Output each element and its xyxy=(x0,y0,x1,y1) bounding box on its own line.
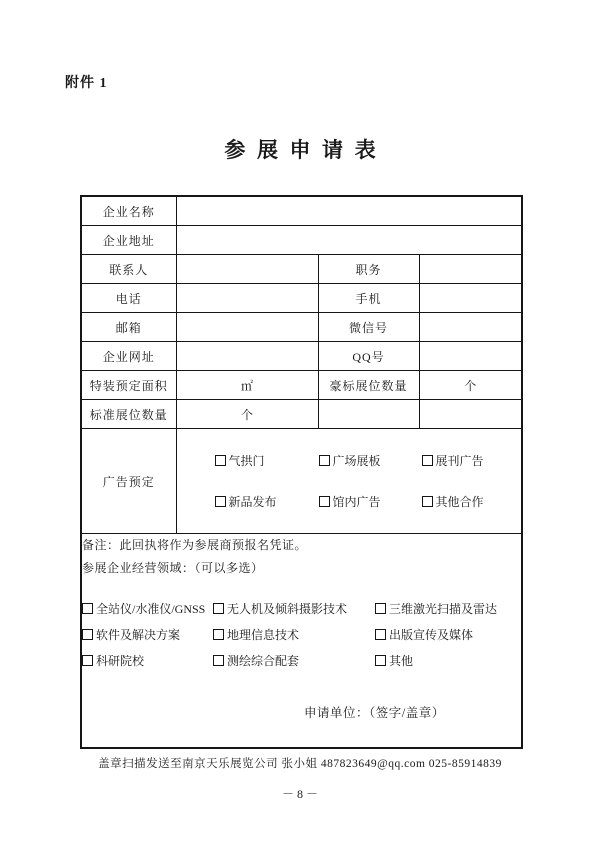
field-label: 标准展位数量 xyxy=(81,400,176,429)
field-input-cell[interactable] xyxy=(419,255,522,284)
field-label: 手机 xyxy=(318,284,419,313)
field-label xyxy=(318,400,419,429)
field-input-cell[interactable] xyxy=(176,196,522,226)
checkbox-icon[interactable] xyxy=(422,496,433,507)
form-row xyxy=(81,371,522,400)
checkbox-option[interactable] xyxy=(215,493,319,510)
checkbox-option[interactable] xyxy=(213,652,375,669)
field-input-cell[interactable] xyxy=(176,255,318,284)
field-label: 企业地址 xyxy=(81,226,176,255)
checkbox-label: 其他 xyxy=(389,654,414,668)
field-input-cell[interactable]: 个 xyxy=(176,400,318,429)
checkbox-option[interactable] xyxy=(82,600,213,617)
checkbox-label: 气拱门 xyxy=(228,454,265,468)
checkbox-label: 无人机及倾斜摄影技术 xyxy=(227,602,348,616)
checkbox-label: 科研院校 xyxy=(96,654,145,668)
field-input-cell[interactable] xyxy=(419,313,522,342)
field-input-cell[interactable]: 个 xyxy=(419,371,522,400)
attachment-label: 附件 1 xyxy=(65,76,108,91)
field-label: 企业网址 xyxy=(81,342,176,371)
checkbox-option[interactable] xyxy=(422,493,522,510)
checkbox-icon[interactable] xyxy=(213,603,224,614)
field-input-cell[interactable] xyxy=(176,226,522,255)
checkbox-option[interactable] xyxy=(375,626,521,643)
checkbox-option[interactable] xyxy=(213,600,375,617)
checkbox-icon[interactable] xyxy=(82,629,93,640)
business-fields-title: 参展企业经营领域：（可以多选） xyxy=(82,561,264,575)
application-form-table xyxy=(80,195,523,749)
field-label: 职务 xyxy=(318,255,419,284)
checkbox-icon[interactable] xyxy=(375,655,386,666)
page-number: － 8 － xyxy=(281,787,318,801)
checkbox-label: 展刊广告 xyxy=(435,454,484,468)
checkbox-icon[interactable] xyxy=(215,496,226,507)
checkbox-option[interactable] xyxy=(213,626,375,643)
field-input-cell[interactable] xyxy=(176,313,318,342)
field-label: 联系人 xyxy=(81,255,176,284)
checkbox-icon[interactable] xyxy=(213,629,224,640)
checkbox-label: 新品发布 xyxy=(228,495,277,509)
field-label: 特装预定面积 xyxy=(81,371,176,400)
form-row xyxy=(81,196,522,226)
field-label: 企业名称 xyxy=(81,196,176,226)
field-label: 电话 xyxy=(81,284,176,313)
checkbox-option[interactable] xyxy=(82,652,213,669)
checkbox-option[interactable] xyxy=(319,452,422,469)
checkbox-icon[interactable] xyxy=(215,455,226,466)
checkbox-icon[interactable] xyxy=(375,629,386,640)
business-fields-grid xyxy=(82,600,521,669)
field-input-cell[interactable] xyxy=(419,342,522,371)
field-label: 邮箱 xyxy=(81,313,176,342)
form-row xyxy=(81,400,522,429)
form-row xyxy=(81,313,522,342)
form-row xyxy=(81,226,522,255)
checkbox-option[interactable] xyxy=(215,452,319,469)
form-row xyxy=(81,255,522,284)
checkbox-label: 测绘综合配套 xyxy=(227,654,300,668)
remarks-note: 备注：此回执将作为参展商预报名凭证。 xyxy=(82,538,308,552)
checkbox-icon[interactable] xyxy=(82,603,93,614)
signature-label: 申请单位：（签字/盖章） xyxy=(304,706,445,720)
checkbox-label: 地理信息技术 xyxy=(227,628,300,642)
field-label: 微信号 xyxy=(318,313,419,342)
checkbox-icon[interactable] xyxy=(213,655,224,666)
checkbox-label: 馆内广告 xyxy=(332,495,381,509)
advertising-options-cell xyxy=(176,429,522,534)
field-input-cell[interactable] xyxy=(419,284,522,313)
field-label: 豪标展位数量 xyxy=(318,371,419,400)
checkbox-label: 广场展板 xyxy=(332,454,381,468)
checkbox-option[interactable] xyxy=(375,652,521,669)
footer-contact: 盖章扫描发送至南京天乐展览公司 张小姐 487823649@qq.com 025-85914839 xyxy=(98,758,502,770)
advertising-row xyxy=(81,429,522,534)
page-title: 参展申请表 xyxy=(224,138,388,162)
field-input-cell[interactable] xyxy=(176,284,318,313)
field-input-cell[interactable] xyxy=(176,342,318,371)
checkbox-icon[interactable] xyxy=(319,455,330,466)
checkbox-option[interactable] xyxy=(375,600,521,617)
checkbox-option[interactable] xyxy=(319,493,422,510)
remarks-cell xyxy=(81,534,522,749)
checkbox-label: 三维激光扫描及雷达 xyxy=(389,602,498,616)
checkbox-label: 出版宣传及媒体 xyxy=(389,628,474,642)
field-input-cell[interactable] xyxy=(419,400,522,429)
checkbox-label: 其他合作 xyxy=(435,495,484,509)
field-label: 广告预定 xyxy=(81,429,176,534)
field-label: QQ号 xyxy=(318,342,419,371)
checkbox-label: 全站仪/水准仪/GNSS xyxy=(96,602,206,616)
field-input-cell[interactable]: ㎡ xyxy=(176,371,318,400)
remarks-row xyxy=(81,534,522,749)
checkbox-icon[interactable] xyxy=(82,655,93,666)
advertising-options-grid xyxy=(177,452,522,510)
checkbox-label: 软件及解决方案 xyxy=(96,628,181,642)
checkbox-icon[interactable] xyxy=(319,496,330,507)
checkbox-option[interactable] xyxy=(82,626,213,643)
form-row xyxy=(81,342,522,371)
checkbox-option[interactable] xyxy=(422,452,522,469)
checkbox-icon[interactable] xyxy=(422,455,433,466)
form-row xyxy=(81,284,522,313)
checkbox-icon[interactable] xyxy=(375,603,386,614)
